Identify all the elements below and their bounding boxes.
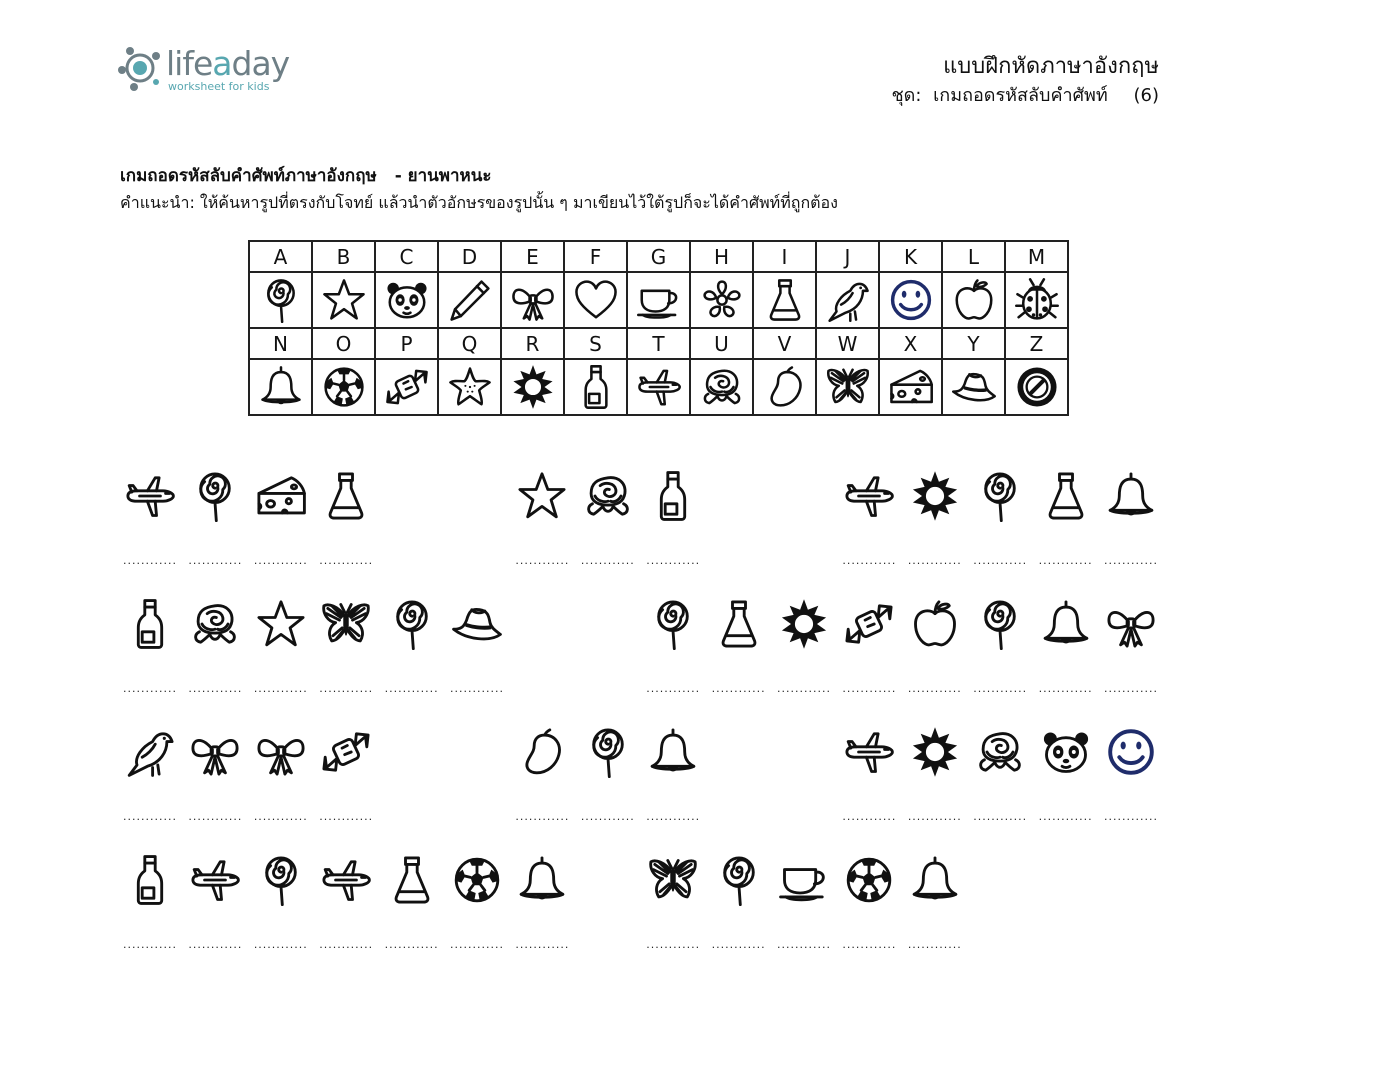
answer-blank[interactable]: ............ — [842, 810, 897, 823]
answer-blank[interactable]: ............ — [123, 810, 177, 823]
key-icon-cell — [564, 359, 627, 415]
puzzle-picture — [122, 598, 178, 650]
ladybug-icon — [1014, 277, 1060, 323]
puzzle-picture — [318, 726, 374, 778]
flask-icon — [1040, 470, 1092, 522]
answer-blank[interactable]: ............ — [777, 938, 831, 951]
puzzle-picture — [187, 854, 243, 906]
smiley-icon — [888, 277, 934, 323]
puzzle-picture — [1103, 726, 1159, 778]
puzzle-picture — [645, 854, 701, 906]
bell-icon — [1105, 470, 1157, 522]
bell-icon — [909, 854, 961, 906]
puzzle-picture — [187, 726, 243, 778]
hat-icon — [451, 598, 503, 650]
key-icon-cell — [375, 359, 438, 415]
rose-icon — [582, 470, 634, 522]
sun-icon — [778, 598, 830, 650]
puzzle-picture — [187, 598, 243, 650]
key-letter: B — [312, 241, 375, 272]
answer-blank[interactable]: ............ — [777, 682, 831, 695]
key-icon-cell — [564, 272, 627, 328]
puzzle-picture — [972, 470, 1028, 522]
key-letter: L — [942, 241, 1005, 272]
key-letter: P — [375, 328, 438, 359]
key-icon-cell — [690, 272, 753, 328]
puzzle-picture — [711, 598, 767, 650]
answer-blank[interactable]: ............ — [842, 682, 897, 695]
no-sign-icon — [1014, 364, 1060, 410]
puzzle-picture — [253, 726, 309, 778]
key-letter: W — [816, 328, 879, 359]
cipher-key-table — [248, 240, 1069, 416]
answer-blank[interactable]: ............ — [188, 682, 243, 695]
answer-blank[interactable]: ............ — [319, 810, 374, 823]
key-icon-cell — [312, 359, 375, 415]
rose-icon — [189, 598, 241, 650]
set-number: (6) — [1133, 85, 1159, 106]
cheese-icon — [888, 364, 934, 410]
bottle-icon — [124, 854, 176, 906]
puzzle-picture — [711, 854, 767, 906]
answer-blank[interactable]: ............ — [253, 810, 308, 823]
answer-blank[interactable]: ............ — [515, 938, 570, 951]
key-icon-cell — [753, 272, 816, 328]
apple-icon — [909, 598, 961, 650]
puzzle-picture — [1038, 470, 1094, 522]
answer-blank[interactable]: ............ — [842, 554, 897, 567]
panda-icon — [384, 277, 430, 323]
teacup-icon — [778, 854, 830, 906]
puzzle-picture — [253, 598, 309, 650]
key-letter: U — [690, 328, 753, 359]
answer-blank[interactable]: ............ — [842, 938, 897, 951]
soccer-ball-icon — [451, 854, 503, 906]
candy-icon — [843, 598, 895, 650]
puzzle-picture — [972, 726, 1028, 778]
airplane-icon — [124, 470, 176, 522]
flask-icon — [386, 854, 438, 906]
puzzle-picture — [1103, 598, 1159, 650]
key-letter: E — [501, 241, 564, 272]
bow-icon — [189, 726, 241, 778]
starfish-icon — [447, 364, 493, 410]
puzzle-picture — [645, 598, 701, 650]
answer-blank[interactable]: ............ — [253, 554, 308, 567]
key-icon-cell — [879, 272, 942, 328]
puzzle-picture — [907, 470, 963, 522]
lollipop-icon — [974, 598, 1026, 650]
key-letter: V — [753, 328, 816, 359]
answer-blank[interactable]: ............ — [188, 554, 243, 567]
logo-wordmark: lifeaday — [166, 44, 290, 83]
panda-icon — [1040, 726, 1092, 778]
answer-blank[interactable]: ............ — [646, 938, 701, 951]
key-letter: M — [1005, 241, 1068, 272]
bell-icon — [1040, 598, 1092, 650]
puzzle-picture — [841, 854, 897, 906]
key-icon-cell — [249, 359, 312, 415]
answer-blank[interactable]: ............ — [711, 682, 766, 695]
answer-blank[interactable]: ............ — [123, 554, 177, 567]
answer-blank[interactable]: ............ — [907, 938, 962, 951]
instructions: คำแนะนำ: ให้ค้นหารูปที่ตรงกับโจทย์ แล้วนำตัวอักษรของรูปนั้น ๆ มาเขียนไว้ใต้รูปก็จะได้คำศัพท์ที่ถูกต้อง — [120, 193, 838, 212]
puzzle-picture — [122, 854, 178, 906]
puzzle-picture — [907, 726, 963, 778]
soccer-ball-icon — [843, 854, 895, 906]
key-icon-cell — [438, 272, 501, 328]
key-icon-cell — [501, 359, 564, 415]
bow-icon — [510, 277, 556, 323]
key-letter: H — [690, 241, 753, 272]
key-icon-row — [249, 272, 1068, 328]
puzzle-picture — [776, 598, 832, 650]
answer-blank[interactable]: ............ — [646, 810, 701, 823]
bottle-icon — [124, 598, 176, 650]
puzzle-picture — [449, 598, 505, 650]
key-icon-cell — [501, 272, 564, 328]
puzzle-picture — [122, 470, 178, 522]
answer-blank[interactable]: ............ — [253, 938, 308, 951]
bell-icon — [647, 726, 699, 778]
lifeaday-logo — [116, 42, 306, 98]
puzzle-picture — [318, 854, 374, 906]
key-letter: X — [879, 328, 942, 359]
answer-blank[interactable]: ............ — [188, 938, 243, 951]
answer-blank[interactable]: ............ — [188, 810, 243, 823]
smiley-icon — [1105, 726, 1157, 778]
mango-icon — [516, 726, 568, 778]
flower-icon — [699, 277, 745, 323]
answer-blank[interactable]: ............ — [907, 682, 962, 695]
key-icon-cell — [627, 359, 690, 415]
bottle-icon — [647, 470, 699, 522]
key-icon-cell — [816, 359, 879, 415]
key-letter: Y — [942, 328, 1005, 359]
answer-blank[interactable]: ............ — [1104, 810, 1158, 823]
puzzle-picture — [514, 726, 570, 778]
answer-blank[interactable]: ............ — [973, 682, 1028, 695]
key-letter: T — [627, 328, 690, 359]
puzzle-picture — [253, 854, 309, 906]
puzzle-picture — [514, 854, 570, 906]
lollipop-icon — [974, 470, 1026, 522]
answer-blank[interactable]: ............ — [711, 938, 766, 951]
puzzle-picture — [1038, 726, 1094, 778]
answer-blank[interactable]: ............ — [973, 554, 1028, 567]
sun-icon — [909, 470, 961, 522]
key-letter: C — [375, 241, 438, 272]
key-letter: N — [249, 328, 312, 359]
answer-blank[interactable]: ............ — [450, 682, 504, 695]
key-icon-cell — [942, 272, 1005, 328]
key-letter: O — [312, 328, 375, 359]
puzzle-picture — [841, 726, 897, 778]
key-icon-cell — [1005, 359, 1068, 415]
puzzle-picture — [318, 470, 374, 522]
key-icon-cell — [375, 272, 438, 328]
puzzle-picture — [841, 598, 897, 650]
answer-blank[interactable]: ............ — [1038, 554, 1093, 567]
key-letter: D — [438, 241, 501, 272]
answer-blank[interactable]: ............ — [515, 810, 570, 823]
hat-icon — [951, 364, 997, 410]
key-icon-cell — [627, 272, 690, 328]
butterfly-icon — [825, 364, 871, 410]
answer-blank[interactable]: ............ — [973, 810, 1028, 823]
puzzle-picture — [514, 470, 570, 522]
set-label: ชุด: — [891, 85, 922, 106]
answer-blank[interactable]: ............ — [580, 554, 635, 567]
puzzle-picture — [449, 854, 505, 906]
puzzle-picture — [841, 470, 897, 522]
answer-blank[interactable]: ............ — [907, 554, 962, 567]
puzzle-picture — [776, 854, 832, 906]
pencil-icon — [447, 277, 493, 323]
heart-icon — [573, 277, 619, 323]
airplane-icon — [636, 364, 682, 410]
key-icon-cell — [312, 272, 375, 328]
answer-blank[interactable]: ............ — [319, 682, 374, 695]
bottle-icon — [573, 364, 619, 410]
key-icon-cell — [438, 359, 501, 415]
airplane-icon — [189, 854, 241, 906]
bird-icon — [124, 726, 176, 778]
puzzle-picture — [645, 726, 701, 778]
key-icon-cell — [879, 359, 942, 415]
bell-icon — [258, 364, 304, 410]
star-icon — [321, 277, 367, 323]
game-subtitle: - ยานพาหนะ — [394, 166, 492, 186]
bow-icon — [1105, 598, 1157, 650]
bell-icon — [516, 854, 568, 906]
puzzle-picture — [1103, 470, 1159, 522]
lollipop-icon — [386, 598, 438, 650]
flask-icon — [762, 277, 808, 323]
key-letter: Q — [438, 328, 501, 359]
cheese-icon — [255, 470, 307, 522]
lollipop-icon — [647, 598, 699, 650]
mango-icon — [762, 364, 808, 410]
teacup-icon — [636, 277, 682, 323]
key-icon-cell — [690, 359, 753, 415]
airplane-icon — [843, 726, 895, 778]
puzzle-picture — [580, 470, 636, 522]
answer-blank[interactable]: ............ — [907, 810, 962, 823]
key-letter: J — [816, 241, 879, 272]
bird-icon — [825, 277, 871, 323]
butterfly-icon — [320, 598, 372, 650]
set-name: เกมถอดรหัสลับคำศัพท์ — [933, 85, 1108, 106]
logo-tagline: worksheet for kids — [168, 80, 270, 93]
lollipop-icon — [582, 726, 634, 778]
key-letter-row — [249, 328, 1068, 359]
rose-icon — [699, 364, 745, 410]
answer-blank[interactable]: ............ — [253, 682, 308, 695]
key-letter: Z — [1005, 328, 1068, 359]
worksheet-set — [891, 80, 1159, 109]
puzzle-picture — [972, 598, 1028, 650]
rose-icon — [974, 726, 1026, 778]
apple-icon — [951, 277, 997, 323]
puzzle-picture — [187, 470, 243, 522]
puzzle-picture — [318, 598, 374, 650]
answer-blank[interactable]: ............ — [580, 810, 635, 823]
soccer-ball-icon — [321, 364, 367, 410]
answer-blank[interactable]: ............ — [450, 938, 504, 951]
answer-blank[interactable]: ............ — [123, 682, 177, 695]
sun-icon — [510, 364, 556, 410]
game-title: เกมถอดรหัสลับคำศัพท์ภาษาอังกฤษ — [120, 166, 377, 186]
puzzle-picture — [253, 470, 309, 522]
key-letter: G — [627, 241, 690, 272]
puzzle-picture — [122, 726, 178, 778]
lollipop-icon — [255, 854, 307, 906]
lollipop-icon — [713, 854, 765, 906]
answer-blank[interactable]: ............ — [1104, 554, 1158, 567]
puzzle-picture — [1038, 598, 1094, 650]
bow-icon — [255, 726, 307, 778]
answer-blank[interactable]: ............ — [123, 938, 177, 951]
star-icon — [255, 598, 307, 650]
answer-blank[interactable]: ............ — [1038, 682, 1093, 695]
answer-blank[interactable]: ............ — [646, 682, 701, 695]
answer-blank[interactable]: ............ — [646, 554, 701, 567]
airplane-icon — [320, 854, 372, 906]
answer-blank[interactable]: ............ — [384, 682, 439, 695]
puzzle-picture — [384, 598, 440, 650]
key-icon-cell — [942, 359, 1005, 415]
lollipop-icon — [258, 277, 304, 323]
logo-molecule-icon — [116, 42, 168, 94]
key-icon-cell — [249, 272, 312, 328]
key-icon-cell — [753, 359, 816, 415]
key-letter: A — [249, 241, 312, 272]
sun-icon — [909, 726, 961, 778]
lollipop-icon — [189, 470, 241, 522]
key-letter: R — [501, 328, 564, 359]
key-icon-cell — [1005, 272, 1068, 328]
key-icon-cell — [816, 272, 879, 328]
key-letter: I — [753, 241, 816, 272]
puzzle-picture — [384, 854, 440, 906]
answer-blank[interactable]: ............ — [1038, 810, 1093, 823]
flask-icon — [713, 598, 765, 650]
flask-icon — [320, 470, 372, 522]
answer-blank[interactable]: ............ — [319, 938, 374, 951]
puzzle-picture — [645, 470, 701, 522]
puzzle-picture — [580, 726, 636, 778]
key-letter: K — [879, 241, 942, 272]
airplane-icon — [843, 470, 895, 522]
answer-blank[interactable]: ............ — [1104, 682, 1158, 695]
butterfly-icon — [647, 854, 699, 906]
answer-blank[interactable]: ............ — [384, 938, 439, 951]
key-letter: S — [564, 328, 627, 359]
key-letter: F — [564, 241, 627, 272]
game-heading — [120, 162, 492, 189]
star-icon — [516, 470, 568, 522]
key-icon-row — [249, 359, 1068, 415]
puzzle-picture — [907, 598, 963, 650]
worksheet-title: แบบฝึกหัดภาษาอังกฤษ — [943, 54, 1159, 79]
key-letter-row — [249, 241, 1068, 272]
answer-blank[interactable]: ............ — [515, 554, 570, 567]
candy-icon — [320, 726, 372, 778]
answer-blank[interactable]: ............ — [319, 554, 374, 567]
puzzle-picture — [907, 854, 963, 906]
candy-icon — [384, 364, 430, 410]
